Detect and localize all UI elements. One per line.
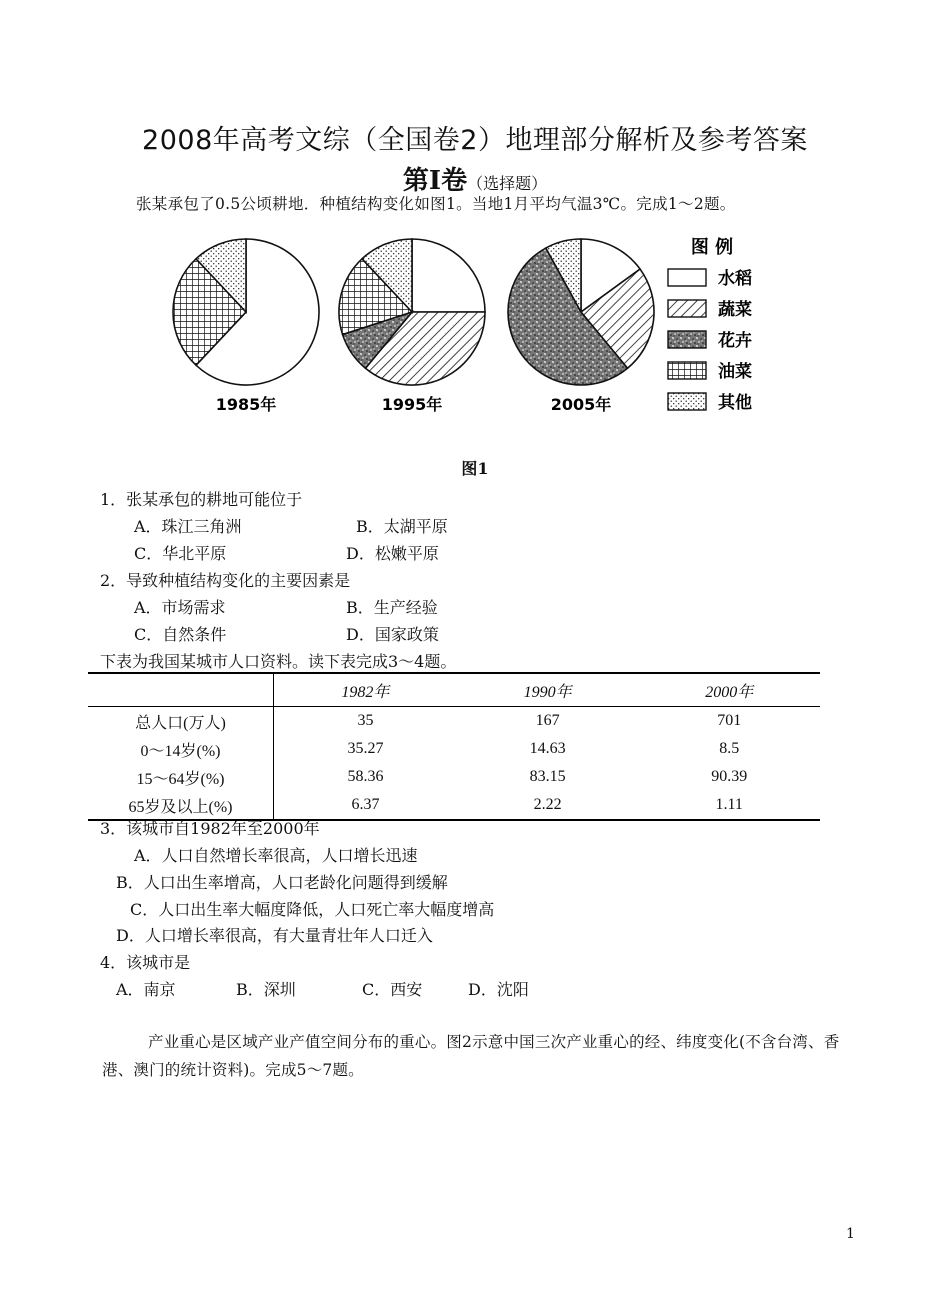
q4-option-c: C．西安 xyxy=(362,980,423,999)
section-name: 第Ⅰ卷 xyxy=(402,166,468,196)
table-header-cell: 2000年 xyxy=(638,673,820,707)
q2-option-b: B．生产经验 xyxy=(346,598,438,617)
table-cell: 167 xyxy=(535,712,560,729)
pie-label: 2005年 xyxy=(550,395,612,414)
pie-label: 1985年 xyxy=(215,395,277,414)
legend-swatch xyxy=(668,393,706,410)
q4-option-a: A．南京 xyxy=(116,980,176,999)
table-cell: 2.22 xyxy=(457,791,639,820)
q1-option-c: C．华北平原 xyxy=(134,544,227,563)
question-4-stem: 4．该城市是 xyxy=(100,953,191,972)
legend-label: 蔬菜 xyxy=(718,300,752,320)
pie-label: 1995年 xyxy=(381,395,443,414)
table-cell: 58.36 xyxy=(347,768,384,785)
table-row xyxy=(88,707,820,736)
intro-text: 张某承包了0.5公顷耕地．种植结构变化如图1。当地1月平均气温3℃。完成1～2题。 xyxy=(136,195,736,213)
question-3-stem: 3．该城市自1982年至2000年 xyxy=(100,819,320,838)
legend-label: 油菜 xyxy=(718,362,752,382)
population-table xyxy=(88,672,820,821)
figure-caption: 图1 xyxy=(461,459,489,478)
page-number: 1 xyxy=(846,1226,855,1242)
table-cell: 1.11 xyxy=(638,791,820,820)
q1-option-a: A．珠江三角洲 xyxy=(134,517,242,536)
pie-chart xyxy=(339,239,485,414)
table-cell: 35.27 xyxy=(347,740,384,757)
q2-option-a: A．市场需求 xyxy=(134,598,226,617)
table-row xyxy=(88,735,820,763)
table-intro: 下表为我国某城市人口资料。读下表完成3～4题。 xyxy=(100,652,457,671)
legend-label: 水稻 xyxy=(718,269,752,289)
q2-option-c: C．自然条件 xyxy=(134,625,227,644)
q3-option-c: C．人口出生率大幅度降低，人口死亡率大幅度增高 xyxy=(130,900,495,919)
legend-label: 花卉 xyxy=(718,331,752,351)
q3-option-b: B．人口出生率增高，人口老龄化问题得到缓解 xyxy=(116,873,448,892)
table-cell: 0～14岁(%) xyxy=(88,735,274,763)
table-cell: 8.5 xyxy=(719,740,740,757)
table-cell: 35 xyxy=(357,712,374,729)
q1-option-d: D．松嫩平原 xyxy=(346,544,439,563)
table-cell: 6.37 xyxy=(274,791,457,820)
legend-title: 图 例 xyxy=(690,237,734,258)
table-header-row xyxy=(88,673,820,707)
pie-charts-figure xyxy=(0,225,950,425)
chart-legend xyxy=(668,236,752,413)
table-header-cell: 1982年 xyxy=(274,673,457,707)
section-sub: （选择题） xyxy=(467,174,548,193)
table-cell: 总人口(万人) xyxy=(88,707,274,736)
table-header-cell: 1990年 xyxy=(457,673,639,707)
pie-chart xyxy=(173,239,319,414)
table-cell: 90.39 xyxy=(711,768,748,785)
table-cell: 701 xyxy=(717,712,742,729)
paragraph-text: 产业重心是区域产业产值空间分布的重心。图2示意中国三次产业重心的经、纬度变化(不含台湾、香港、澳门的统计资料)。完成5～7题。 xyxy=(102,1033,840,1079)
table-cell: 65岁及以上(%) xyxy=(88,791,274,820)
q2-option-d: D．国家政策 xyxy=(346,625,439,644)
table-cell: 14.63 xyxy=(529,740,566,757)
legend-swatch xyxy=(668,362,706,379)
legend-swatch xyxy=(668,269,706,286)
q3-option-a: A．人口自然增长率很高，人口增长迅速 xyxy=(134,846,418,865)
pie-slice-1 xyxy=(412,239,485,312)
table-header-cell xyxy=(88,673,274,707)
page-title: 2008年高考文综（全国卷2）地理部分解析及参考答案 xyxy=(142,125,808,156)
legend-swatch xyxy=(668,300,706,317)
pie-chart xyxy=(508,239,654,414)
q4-option-d: D．沈阳 xyxy=(468,980,529,999)
legend-swatch xyxy=(668,331,706,348)
question-1-stem: 1．张某承包的耕地可能位于 xyxy=(100,490,303,509)
legend-label: 其他 xyxy=(718,393,752,413)
table-row xyxy=(88,763,820,791)
question-2-stem: 2．导致种植结构变化的主要因素是 xyxy=(100,571,351,590)
q1-option-b: B．太湖平原 xyxy=(356,517,448,536)
table-cell: 15～64岁(%) xyxy=(88,763,274,791)
q4-option-b: B．深圳 xyxy=(236,980,296,999)
table-cell: 83.15 xyxy=(529,768,566,785)
q3-option-d: D．人口增长率很高，有大量青壮年人口迁入 xyxy=(116,926,433,945)
